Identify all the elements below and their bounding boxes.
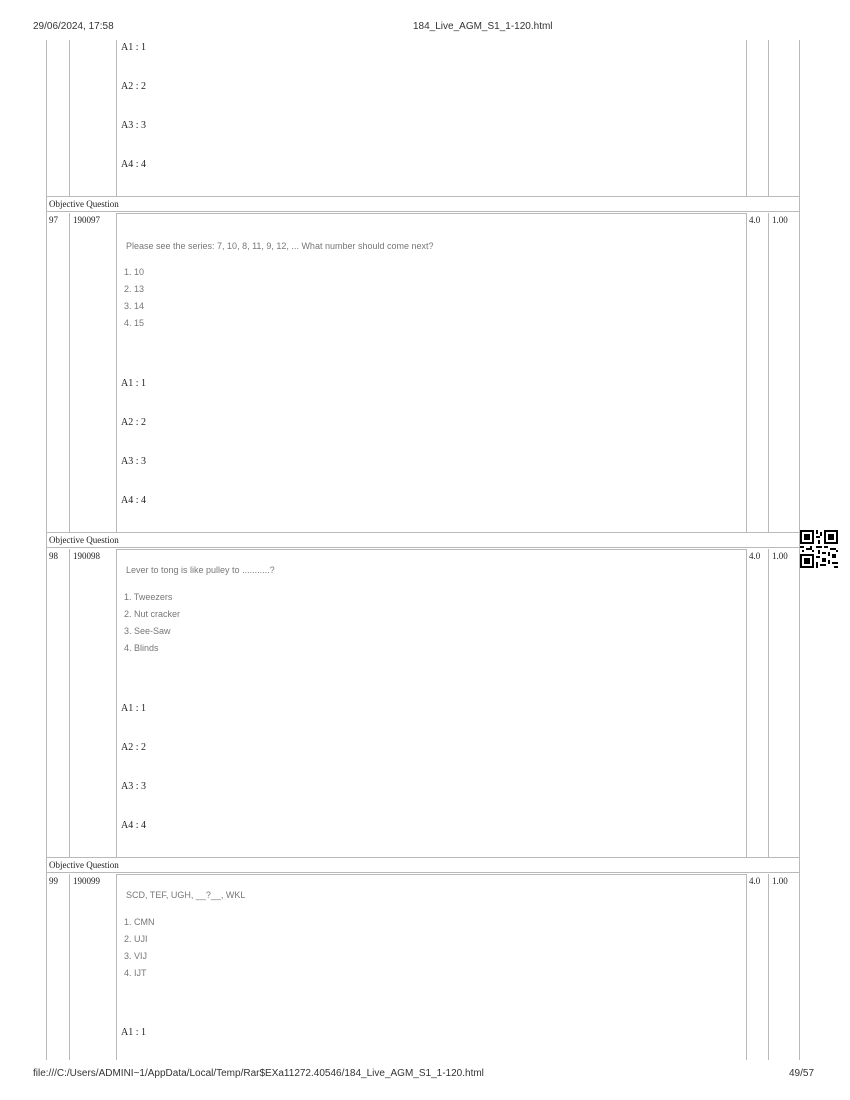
option-item: 1. CMN (124, 917, 155, 927)
option-item: 2. 13 (124, 284, 145, 294)
question-negative-marks: 1.00 (772, 215, 788, 225)
answer-line: A2 : 2 (121, 742, 146, 753)
answer-line: A2 : 2 (121, 417, 146, 428)
option-item: 3. See-Saw (124, 626, 171, 636)
answer-line: A1 : 1 (121, 1027, 146, 1038)
question-text: Lever to tong is like pulley to ...........? (126, 565, 275, 575)
question-text: SCD, TEF, UGH, __?__, WKL (126, 890, 246, 900)
question-id: 190099 (73, 876, 100, 886)
section-label: Objective Question (49, 860, 119, 870)
option-list (124, 914, 155, 982)
option-item: 3. VIJ (124, 951, 148, 961)
question-marks: 4.0 (749, 551, 761, 561)
answer-line: A4 : 4 (121, 820, 146, 831)
answer-line: A1 : 1 (121, 703, 146, 714)
answer-line: A4 : 4 (121, 495, 146, 506)
option-list (124, 589, 180, 657)
option-item: 1. 10 (124, 267, 145, 277)
answer-line: A3 : 3 (121, 456, 146, 467)
question-id: 190097 (73, 215, 100, 225)
answer-line: A1 : 1 (121, 378, 146, 389)
section-label: Objective Question (49, 535, 119, 545)
question-text: Please see the series: 7, 10, 8, 11, 9, 12, ... What number should come next? (126, 241, 434, 251)
question-number: 98 (49, 551, 58, 561)
question-marks: 4.0 (749, 215, 761, 225)
question-number: 97 (49, 215, 58, 225)
answer-line: A4 : 4 (121, 159, 146, 170)
question-negative-marks: 1.00 (772, 876, 788, 886)
page-number: 49/57 (789, 1068, 815, 1079)
print-title: 184_Live_AGM_S1_1-120.html (413, 21, 553, 32)
answer-line: A2 : 2 (121, 81, 146, 92)
option-item: 4. IJT (124, 968, 147, 978)
answer-line: A3 : 3 (121, 781, 146, 792)
question-negative-marks: 1.00 (772, 551, 788, 561)
print-datetime: 29/06/2024, 17:58 (33, 21, 114, 32)
question-number: 99 (49, 876, 58, 886)
option-list (124, 264, 144, 332)
option-item: 3. 14 (124, 301, 145, 311)
option-item: 4. Blinds (124, 643, 159, 653)
section-label: Objective Question (49, 199, 119, 209)
question-id: 190098 (73, 551, 100, 561)
question-marks: 4.0 (749, 876, 761, 886)
print-file-path: file:///C:/Users/ADMINI~1/AppData/Local/Temp/Rar$EXa11272.40546/184_Live_AGM_S1_1-120.html (33, 1068, 484, 1079)
qr-code-icon (800, 530, 838, 568)
option-item: 1. Tweezers (124, 592, 173, 602)
option-item: 2. Nut cracker (124, 609, 181, 619)
answer-line: A1 : 1 (121, 42, 146, 53)
option-item: 4. 15 (124, 318, 145, 328)
option-item: 2. UJI (124, 934, 148, 944)
answer-line: A3 : 3 (121, 120, 146, 131)
